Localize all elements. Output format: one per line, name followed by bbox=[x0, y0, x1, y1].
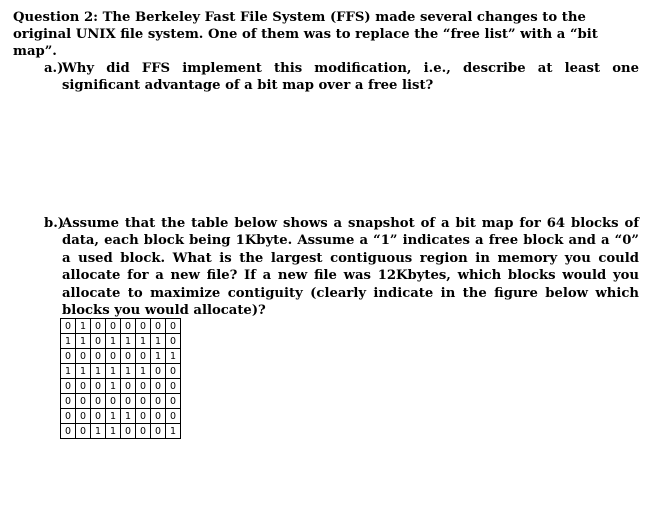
bitmap-cell[interactable]: 0 bbox=[91, 409, 106, 424]
bitmap-cell[interactable]: 0 bbox=[151, 394, 166, 409]
part-a-label: a.) bbox=[44, 61, 64, 76]
bitmap-cell[interactable]: 1 bbox=[106, 364, 121, 379]
bitmap-cell[interactable]: 1 bbox=[91, 424, 106, 439]
bitmap-cell[interactable]: 0 bbox=[166, 319, 181, 334]
bitmap-cell[interactable]: 1 bbox=[121, 364, 136, 379]
bitmap-cell[interactable]: 0 bbox=[151, 379, 166, 394]
bitmap-cell[interactable]: 0 bbox=[136, 409, 151, 424]
bitmap-cell[interactable]: 0 bbox=[151, 424, 166, 439]
bitmap-cell[interactable]: 1 bbox=[76, 319, 91, 334]
bitmap-cell[interactable]: 0 bbox=[121, 424, 136, 439]
bitmap-cell[interactable]: 1 bbox=[61, 334, 76, 349]
bitmap-row bbox=[61, 364, 181, 379]
bitmap-cell[interactable]: 0 bbox=[61, 319, 76, 334]
bitmap-cell[interactable]: 0 bbox=[61, 424, 76, 439]
bitmap-cell[interactable]: 1 bbox=[166, 349, 181, 364]
bitmap-cell[interactable]: 0 bbox=[61, 409, 76, 424]
bitmap-cell[interactable]: 1 bbox=[106, 379, 121, 394]
bitmap-cell[interactable]: 0 bbox=[151, 364, 166, 379]
bitmap-row bbox=[61, 379, 181, 394]
bitmap-cell[interactable]: 0 bbox=[166, 334, 181, 349]
bitmap-cell[interactable]: 0 bbox=[106, 394, 121, 409]
part-b-text: Assume that the table below shows a snapshot of a bit map for 64 blocks of data, each block being 1Kbyte. Assume a “1” indicates a free block and a “0” a used block. What is the largest contiguous region in memory you could allocate for a new file? If a new file was 12Kbytes, which blocks would you allocate to maximize contiguity (clearly indicate in the figure below which blocks you would allocate)? bbox=[62, 216, 639, 319]
bitmap-cell[interactable]: 1 bbox=[106, 334, 121, 349]
bitmap-row bbox=[61, 424, 181, 439]
bitmap-cell[interactable]: 0 bbox=[61, 394, 76, 409]
bitmap-cell[interactable]: 1 bbox=[136, 364, 151, 379]
bitmap-cell[interactable]: 0 bbox=[91, 334, 106, 349]
bitmap-row bbox=[61, 409, 181, 424]
part-b bbox=[44, 215, 639, 319]
bitmap-cell[interactable]: 0 bbox=[166, 394, 181, 409]
bitmap-row bbox=[61, 349, 181, 364]
bitmap-cell[interactable]: 0 bbox=[121, 349, 136, 364]
part-a bbox=[44, 60, 639, 95]
bitmap-cell[interactable]: 1 bbox=[166, 424, 181, 439]
bitmap-cell[interactable]: 0 bbox=[106, 319, 121, 334]
question-heading: Question 2: The Berkeley Fast File System (FFS) made several changes to the original UNIX file system. One of them was to replace the “free list” with a “bit map”. bbox=[13, 10, 598, 59]
bitmap-cell[interactable]: 1 bbox=[76, 334, 91, 349]
bitmap-cell[interactable]: 0 bbox=[136, 424, 151, 439]
bitmap-table bbox=[60, 318, 181, 439]
bitmap-cell[interactable]: 0 bbox=[166, 409, 181, 424]
bitmap-cell[interactable]: 0 bbox=[91, 394, 106, 409]
bitmap-cell[interactable]: 1 bbox=[61, 364, 76, 379]
bitmap-cell[interactable]: 1 bbox=[106, 409, 121, 424]
bitmap-cell[interactable]: 0 bbox=[121, 379, 136, 394]
bitmap-cell[interactable]: 0 bbox=[166, 364, 181, 379]
bitmap-cell[interactable]: 0 bbox=[76, 349, 91, 364]
bitmap-cell[interactable]: 0 bbox=[166, 379, 181, 394]
bitmap-cell[interactable]: 1 bbox=[91, 364, 106, 379]
bitmap-cell[interactable]: 1 bbox=[151, 349, 166, 364]
bitmap-cell[interactable]: 0 bbox=[151, 319, 166, 334]
bitmap-cell[interactable]: 0 bbox=[61, 379, 76, 394]
bitmap-cell[interactable]: 0 bbox=[136, 394, 151, 409]
bitmap-body bbox=[61, 319, 181, 439]
bitmap-cell[interactable]: 0 bbox=[76, 394, 91, 409]
bitmap-cell[interactable]: 0 bbox=[91, 319, 106, 334]
bitmap-cell[interactable]: 0 bbox=[106, 349, 121, 364]
part-a-text: Why did FFS implement this modification, i.e., describe at least one significant advantage of a bit map over a free list? bbox=[62, 61, 639, 94]
bitmap-cell[interactable]: 1 bbox=[151, 334, 166, 349]
bitmap-cell[interactable]: 0 bbox=[76, 424, 91, 439]
bitmap-row bbox=[61, 319, 181, 334]
bitmap-cell[interactable]: 0 bbox=[91, 349, 106, 364]
bitmap-cell[interactable]: 0 bbox=[121, 319, 136, 334]
bitmap-cell[interactable]: 0 bbox=[136, 319, 151, 334]
bitmap-cell[interactable]: 0 bbox=[91, 379, 106, 394]
bitmap-row bbox=[61, 334, 181, 349]
bitmap-row bbox=[61, 394, 181, 409]
bitmap-cell[interactable]: 0 bbox=[136, 379, 151, 394]
bitmap-cell[interactable]: 0 bbox=[121, 394, 136, 409]
bitmap-cell[interactable]: 0 bbox=[136, 349, 151, 364]
bitmap-cell[interactable]: 0 bbox=[76, 379, 91, 394]
bitmap-cell[interactable]: 1 bbox=[76, 364, 91, 379]
bitmap-cell[interactable]: 1 bbox=[136, 334, 151, 349]
bitmap-cell[interactable]: 1 bbox=[106, 424, 121, 439]
bitmap-cell[interactable]: 1 bbox=[121, 409, 136, 424]
part-b-label: b.) bbox=[44, 216, 65, 231]
bitmap-cell[interactable]: 1 bbox=[121, 334, 136, 349]
bitmap-cell[interactable]: 0 bbox=[76, 409, 91, 424]
bitmap-cell[interactable]: 0 bbox=[151, 409, 166, 424]
bitmap-cell[interactable]: 0 bbox=[61, 349, 76, 364]
